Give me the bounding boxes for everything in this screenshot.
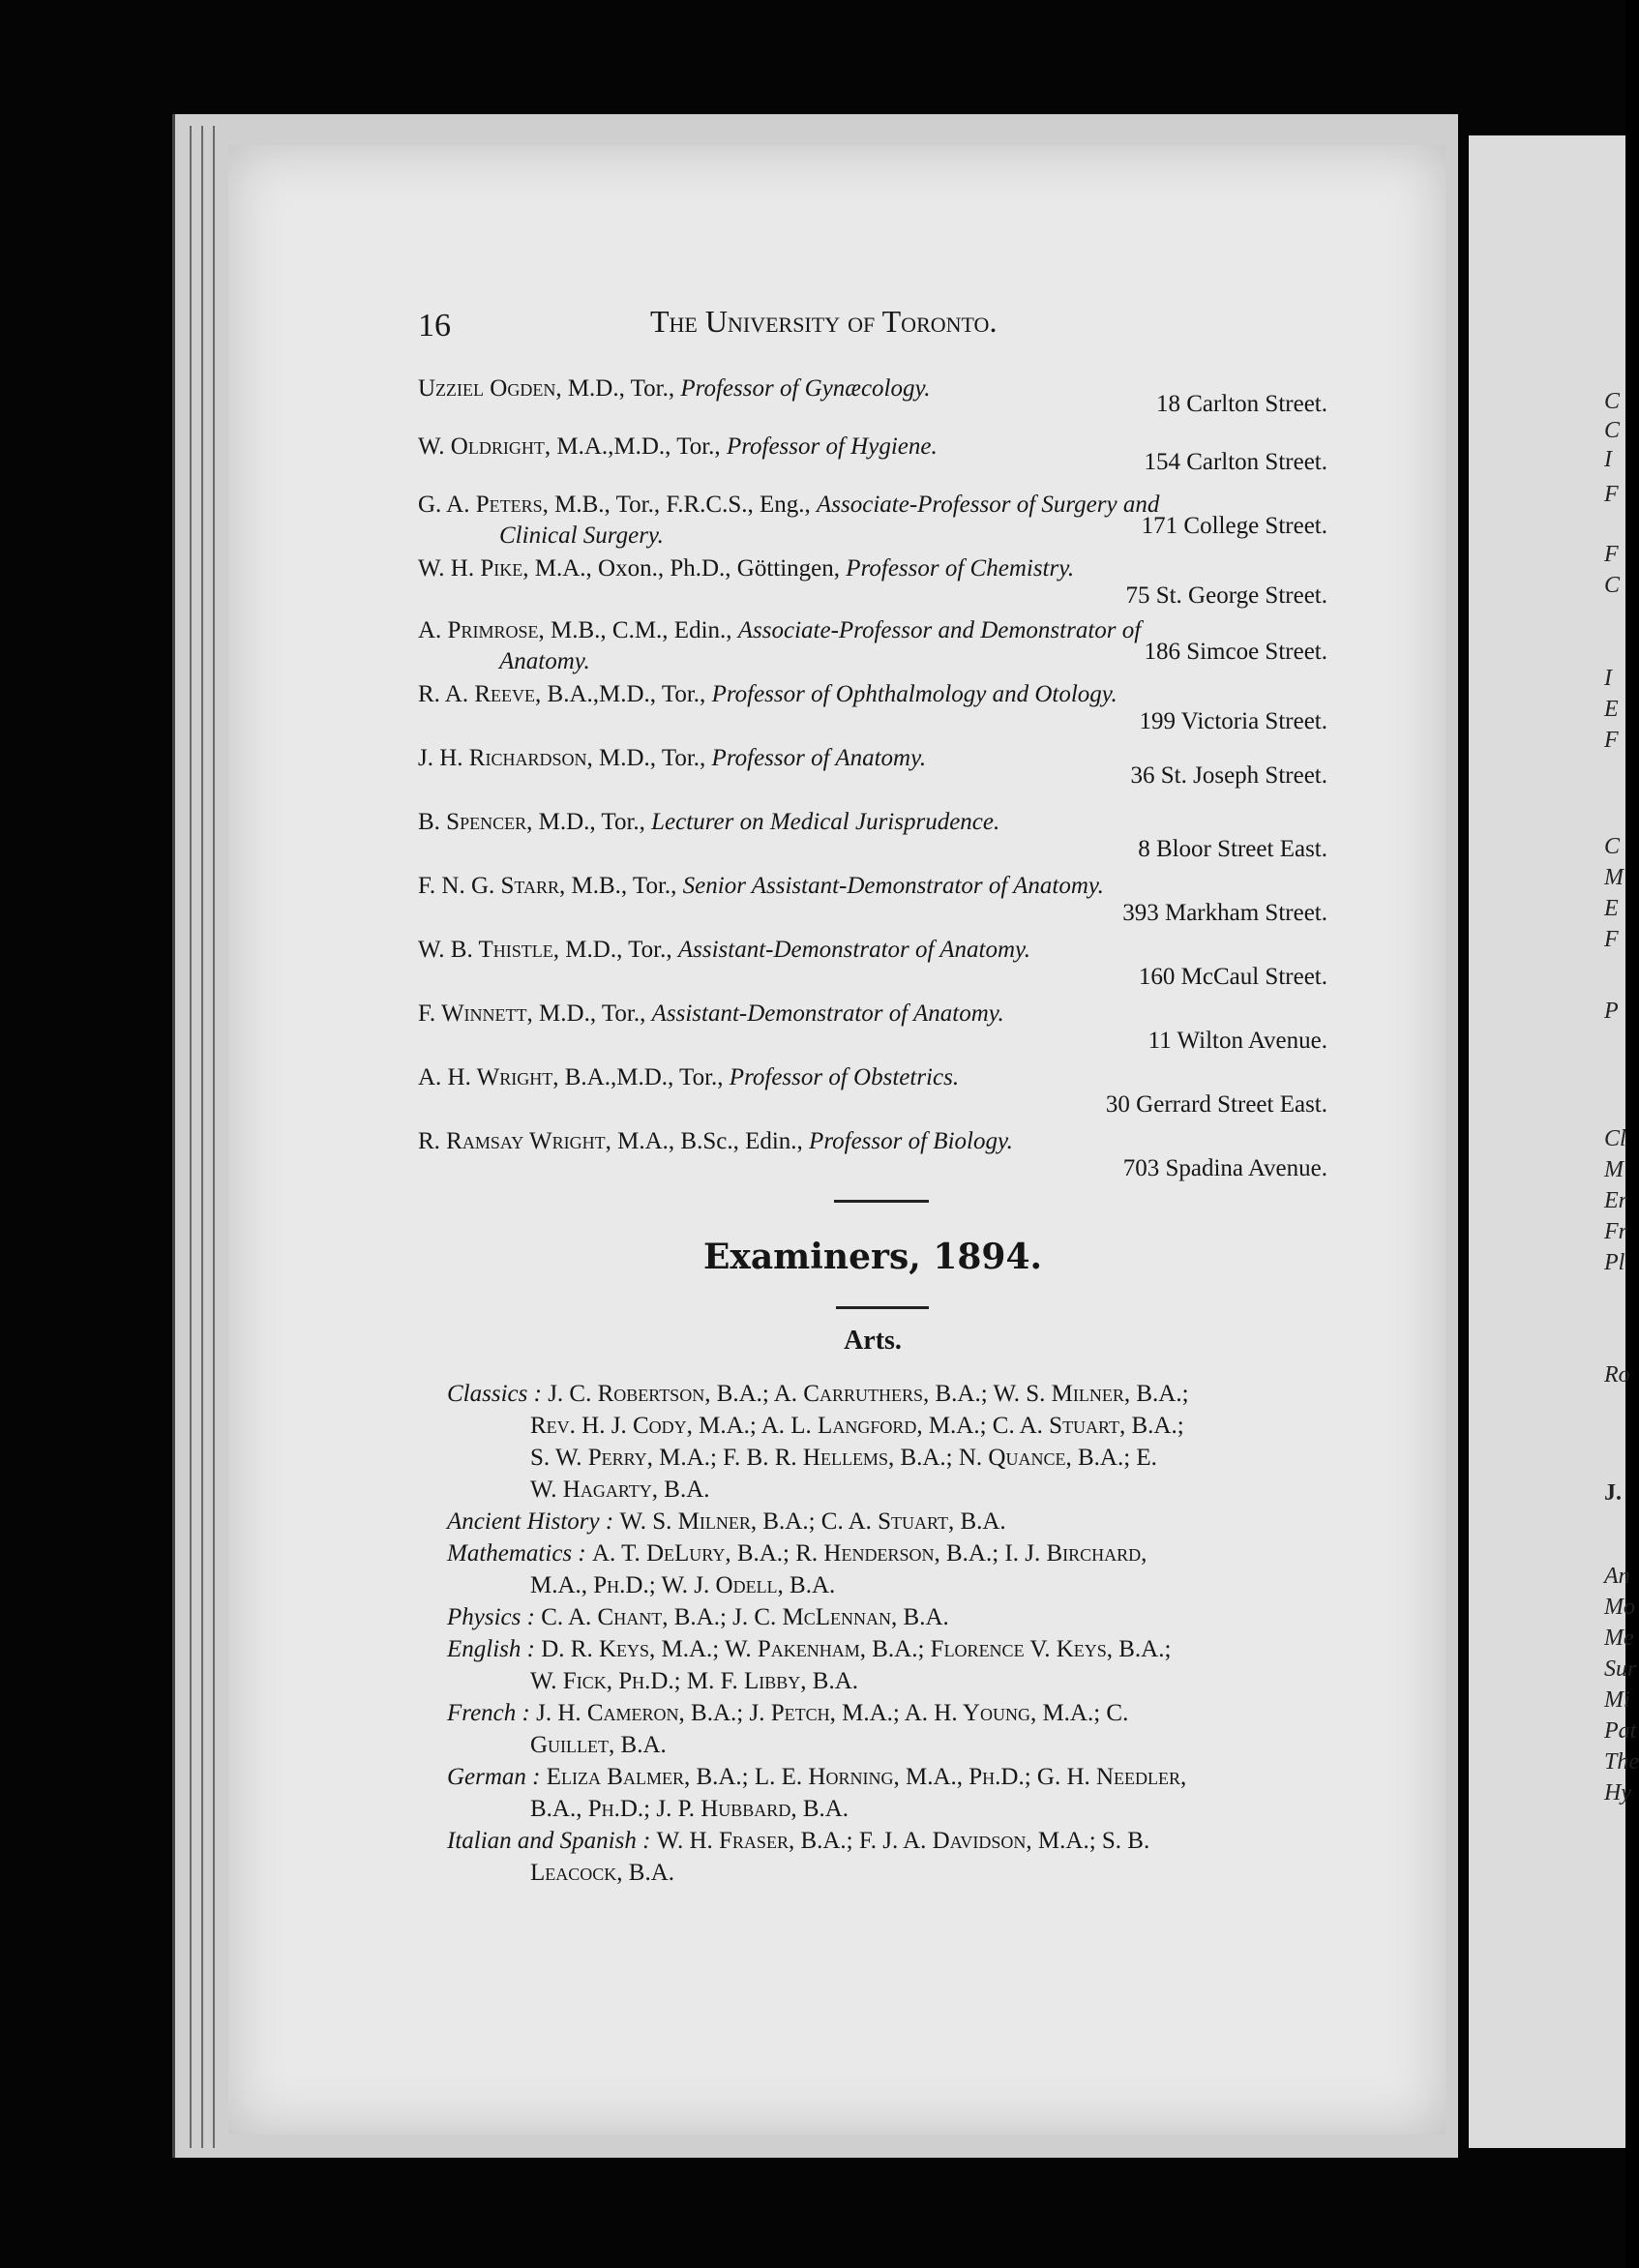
subject-label: English : — [447, 1636, 535, 1662]
examiner-names: S. W. Perry, M.A.; F. B. R. Hellems, B.A.; N. Quance, B.A.; E. — [530, 1445, 1157, 1471]
faculty-name: R. A. Reeve — [418, 681, 536, 707]
faculty-title: Assistant-Demonstrator of Anatomy. — [651, 1000, 1004, 1027]
right-page-fragment: Pl — [1604, 1250, 1625, 1275]
subject-label: Ancient History : — [447, 1508, 614, 1535]
page-edge-line — [190, 126, 192, 2148]
page-edge-line — [213, 126, 215, 2148]
faculty-address: 11 Wilton Avenue. — [1147, 1028, 1327, 1054]
faculty-degrees: , M.D., Tor., — [586, 745, 712, 771]
faculty-title-continued: Clinical Surgery. — [499, 522, 664, 549]
right-page-fragment: Mi — [1604, 1687, 1630, 1713]
examiner-names: M.A., Ph.D.; W. J. Odell, B.A. — [530, 1572, 836, 1598]
faculty-degrees: , M.A., Oxon., Ph.D., Göttingen, — [522, 555, 847, 582]
examiner-names: W. H. Fraser, B.A.; F. J. A. Davidson, M.A.; S. B. — [656, 1828, 1150, 1854]
faculty-address: 36 St. Joseph Street. — [1130, 762, 1327, 789]
right-page-fragment: Fr — [1604, 1219, 1627, 1244]
book-page-right-fragment — [1469, 135, 1639, 2148]
faculty-degrees: , M.A.,M.D., Tor., — [544, 433, 727, 460]
right-page-fragment: Sur — [1604, 1656, 1637, 1682]
right-page-fragment: P — [1604, 999, 1619, 1024]
right-page-fragment: C — [1604, 834, 1621, 859]
subject-label: French : — [447, 1700, 530, 1726]
faculty-name: R. Ramsay Wright — [418, 1128, 606, 1154]
right-page-fragment: Pat — [1604, 1718, 1637, 1744]
faculty-title: Professor of Biology. — [809, 1128, 1013, 1154]
faculty-title: Associate-Professor and Demonstrator of — [737, 617, 1142, 643]
faculty-address: 160 McCaul Street. — [1138, 964, 1327, 990]
examiner-subject-classics — [447, 1378, 1347, 1506]
faculty-address: 199 Victoria Street. — [1139, 708, 1327, 734]
faculty-entry — [418, 1062, 1327, 1118]
examiners-heading: Examiners, 1894. — [702, 1237, 1043, 1277]
right-page-fragment: M — [1604, 865, 1624, 890]
faculty-address: 30 Gerrard Street East. — [1105, 1091, 1327, 1118]
faculty-title: Professor of Gynæcology. — [680, 375, 931, 402]
examiner-subject-mathematics — [447, 1537, 1347, 1601]
faculty-degrees: , M.D., Tor., — [526, 809, 652, 835]
right-page-fragment: Me — [1604, 1626, 1634, 1651]
faculty-degrees: , B.A.,M.D., Tor., — [552, 1064, 730, 1090]
subject-label: Physics : — [447, 1604, 535, 1630]
right-page-fragment: J. — [1604, 1480, 1622, 1506]
right-page-fragment: An — [1604, 1564, 1630, 1589]
right-page-fragment: I — [1604, 666, 1612, 691]
examiner-names: Guillet, B.A. — [530, 1732, 667, 1758]
right-page-fragment: F — [1604, 728, 1619, 753]
subject-label: Mathematics : — [447, 1540, 586, 1567]
faculty-title: Assistant-Demonstrator of Anatomy. — [677, 937, 1030, 963]
faculty-degrees: , M.D., Tor., — [555, 375, 681, 402]
examiner-names: J. C. Robertson, B.A.; A. Carruthers, B.A.; W. S. Milner, B.A.; — [548, 1381, 1189, 1407]
right-page-fragment: E — [1604, 697, 1619, 722]
faculty-name: W. H. Pike — [418, 555, 523, 582]
faculty-name: A. Primrose — [418, 617, 539, 643]
examiner-names: Eliza Balmer, B.A.; L. E. Horning, M.A., Ph.D.; G. H. Needler, — [546, 1764, 1187, 1790]
examiner-names: C. A. Chant, B.A.; J. C. McLennan, B.A. — [541, 1604, 949, 1630]
faculty-name: F. Winnett — [418, 1000, 527, 1027]
faculty-title: Associate-Professor of Surgery and — [817, 492, 1160, 518]
faculty-title: Professor of Obstetrics. — [729, 1064, 960, 1090]
faculty-entry — [418, 871, 1327, 926]
faculty-address: 75 St. George Street. — [1125, 582, 1327, 609]
section-divider-rule — [836, 1306, 929, 1309]
faculty-entry — [418, 1126, 1327, 1181]
examiner-names: Leacock, B.A. — [530, 1860, 675, 1886]
examiner-names: W. Fick, Ph.D.; M. F. Libby, B.A. — [530, 1668, 858, 1694]
page-edge-line — [201, 126, 203, 2148]
right-page-fragment: E — [1604, 896, 1619, 921]
faculty-address: 393 Markham Street. — [1122, 900, 1327, 926]
faculty-title: Professor of Hygiene. — [726, 433, 938, 460]
faculty-name: A. H. Wright — [418, 1064, 553, 1090]
faculty-entry — [418, 615, 1327, 677]
faculty-name: W. B. Thistle — [418, 937, 553, 963]
faculty-entry — [418, 679, 1327, 734]
faculty-name: J. H. Richardson — [418, 745, 587, 771]
page-number: 16 — [418, 308, 451, 343]
right-page-fragment: F — [1604, 482, 1619, 507]
faculty-degrees: , M.D., Tor., — [552, 937, 678, 963]
right-page-fragment: I — [1604, 447, 1612, 472]
faculty-entry — [418, 490, 1327, 552]
running-title: The University of Toronto. — [650, 304, 998, 339]
faculty-name: B. Spencer — [418, 809, 527, 835]
faculty-entry — [418, 743, 1327, 789]
faculty-title: Senior Assistant-Demonstrator of Anatomy. — [682, 873, 1104, 899]
faculty-address: 8 Bloor Street East. — [1138, 836, 1327, 862]
examiner-names: B.A., Ph.D.; J. P. Hubbard, B.A. — [530, 1796, 849, 1822]
faculty-title: Professor of Chemistry. — [846, 555, 1075, 582]
examiner-names: W. S. Milner, B.A.; C. A. Stuart, B.A. — [619, 1508, 1006, 1535]
faculty-address: 18 Carlton Street. — [1155, 391, 1327, 417]
examiner-names: D. R. Keys, M.A.; W. Pakenham, B.A.; Florence V. Keys, B.A.; — [541, 1636, 1172, 1662]
examiner-names: W. Hagarty, B.A. — [530, 1477, 710, 1503]
faculty-degrees: , M.B., Tor., — [558, 873, 683, 899]
faculty-address: 186 Simcoe Street. — [1144, 639, 1327, 665]
examiner-names: Rev. H. J. Cody, M.A.; A. L. Langford, M.A.; C. A. Stuart, B.A.; — [530, 1413, 1184, 1439]
faculty-degrees: , M.B., Tor., F.R.C.S., Eng., — [542, 492, 817, 518]
right-page-fragment: Ro — [1604, 1362, 1630, 1388]
faculty-name: W. Oldright — [418, 433, 545, 460]
faculty-address: 154 Carlton Street. — [1144, 449, 1327, 475]
right-page-fragment: Cl — [1604, 1126, 1626, 1151]
right-page-fragment: M — [1604, 1157, 1624, 1182]
faculty-degrees: , M.B., C.M., Edin., — [538, 617, 738, 643]
right-page-fragment: F — [1604, 542, 1619, 567]
faculty-entry — [418, 935, 1327, 990]
faculty-degrees: , M.A., B.Sc., Edin., — [605, 1128, 810, 1154]
examiner-names: J. H. Cameron, B.A.; J. Petch, M.A.; A. H. Young, M.A.; C. — [536, 1700, 1129, 1726]
faculty-entry — [418, 373, 1327, 417]
faculty-entry — [418, 432, 1327, 475]
examiner-subject-french — [447, 1697, 1347, 1761]
faculty-name: F. N. G. Starr — [418, 873, 559, 899]
examiner-subject-physics — [447, 1601, 1347, 1633]
subject-label: Italian and Spanish : — [447, 1828, 651, 1854]
examiner-subject-english — [447, 1633, 1347, 1697]
right-page-fragment: Er — [1604, 1188, 1627, 1213]
faculty-name: Uzziel Ogden — [418, 375, 556, 402]
right-page-fragment: C — [1604, 573, 1621, 598]
subject-label: German : — [447, 1764, 541, 1790]
right-page-fragment: C — [1604, 389, 1621, 414]
faculty-title: Professor of Ophthalmology and Otology. — [711, 681, 1118, 707]
faculty-address: 703 Spadina Avenue. — [1122, 1155, 1327, 1181]
faculty-title: Professor of Anatomy. — [711, 745, 927, 771]
arts-subheading: Arts. — [844, 1326, 902, 1356]
faculty-address: 171 College Street. — [1141, 513, 1327, 539]
faculty-title: Lecturer on Medical Jurisprudence. — [651, 809, 1000, 835]
examiner-subject-italian-spanish — [447, 1825, 1347, 1889]
faculty-entry — [418, 807, 1327, 862]
faculty-entry — [418, 999, 1327, 1054]
subject-label: Classics : — [447, 1381, 542, 1407]
faculty-degrees: , B.A.,M.D., Tor., — [535, 681, 712, 707]
right-page-fragment: The — [1604, 1749, 1639, 1775]
faculty-entry — [418, 553, 1327, 609]
faculty-name: G. A. Peters — [418, 492, 543, 518]
examiner-subject-ancient-history — [447, 1506, 1347, 1537]
examiner-names: A. T. DeLury, B.A.; R. Henderson, B.A.; I. J. Birchard, — [591, 1540, 1147, 1567]
section-divider-rule — [834, 1200, 929, 1203]
faculty-degrees: , M.D., Tor., — [526, 1000, 652, 1027]
examiner-subject-german — [447, 1761, 1347, 1825]
right-page-fragment: C — [1604, 418, 1621, 443]
right-page-fragment: F — [1604, 927, 1619, 952]
right-page-fragment: Mo — [1604, 1595, 1635, 1620]
faculty-title-continued: Anatomy. — [499, 648, 590, 674]
right-page-fragment: Hy — [1604, 1780, 1631, 1805]
